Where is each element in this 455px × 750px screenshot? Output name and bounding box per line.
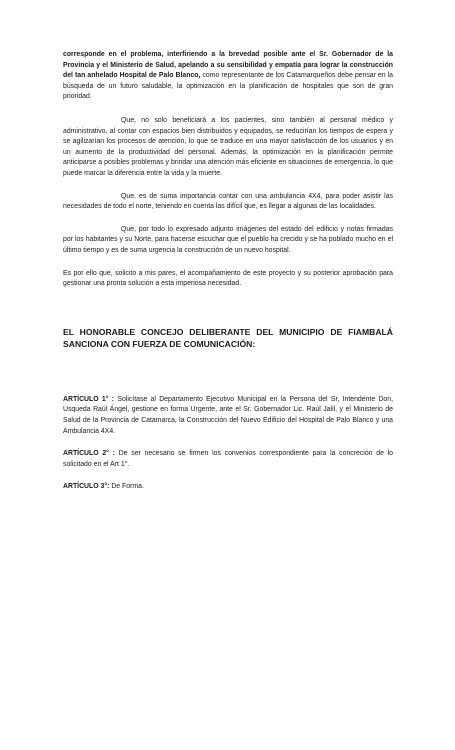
- paragraph-problem-bold-text: corresponde en el problema, interfiriendo a la brevedad posible ante el Sr. Gobernador de la Provincia y el Ministerio de Salud, apelando a su sensibilidad y empatía para lograr la construcción del tan anhelado Hospital de Palo Blanco,: [63, 51, 393, 80]
- article-3: [63, 482, 393, 493]
- article-2-text: De ser necesario se firmen los convenios correspondiente para la concreción de lo solicitado en el Art 1°.: [63, 450, 394, 468]
- paragraph-ambulance: Que, es de suma importancia contar con una ambulancia 4X4, para poder asistir las necesidades de todo el norte, teniendo en cuenta las difícil que, es llegar a algunas de las localidades.: [63, 192, 393, 211]
- document-page: [63, 50, 393, 505]
- paragraph-problem-text: como representante de los Catamarqueños debe pensar en la búsqueda de un futuro saludable, la optimización en la planificación de hospitales que son de gran prioridad.: [63, 72, 393, 101]
- paragraph-problem: [63, 50, 393, 103]
- paragraph-request: Es por ello que, solicito a mis pares, el acompañamiento de este proyecto y su posterior aprobación para gestionar una pronta solución a esta imperiosa necesidad.: [63, 269, 393, 288]
- resolution-heading: EL HONORABLE CONCEJO DELIBERANTE DEL MUNICIPIO DE FIAMBALÁ SANCIONA CON FUERZA DE COMUNICACIÓN:: [63, 326, 393, 350]
- article-1-label: ARTÍCULO 1° :: [63, 395, 115, 403]
- paragraph-evidence: Que, por todo lo expresado adjunto imágenes del estado del edificio y notas firmadas por los habitantes y su Norte, para hacerse escuchar que el pueblo ha crecido y se ha poblado mucho en el último tiempo y es de suma urgencia la construcción de un nuevo hospital.: [63, 225, 393, 254]
- paragraph-benefits: Que, no solo beneficiará a los pacientes, sino también al personal médico y administrativo, al contar con espacios bien distribuidos y equipados, se reducirían los tiempos de espera y se agilizarían los procesos de atención, lo que se traduce en una mayor satisfacción de los usuarios y en un aumento de la productividad del personal. Además, la optimización en la planificación permite anticiparse a posibles problemas y brindar una atención más eficiente en situaciones de emergencia, lo que puede marcar la diferencia entre la vida y la muerte.: [63, 116, 393, 177]
- article-1: [63, 395, 393, 437]
- article-3-label: ARTÍCULO 3°:: [63, 483, 110, 491]
- article-3-text: De Forma.: [109, 483, 144, 491]
- article-2-label: ARTÍCULO 2° :: [63, 450, 115, 458]
- article-1-text: Solicítase al Departamento Ejecutivo Municipal en la Persona del Sr, Intendente Don, Usqueda Raúl Ángel, gestione en forma Urgente, ante el Sr. Gobernador Lic. Raúl Jalil, y el Ministerio de Salud de la Provincia de Catamarca, la Construcción del Nuevo Edificio del Hospital de Palo Blanco y una Ambulancia 4X4.: [63, 395, 393, 435]
- article-2: [63, 449, 393, 470]
